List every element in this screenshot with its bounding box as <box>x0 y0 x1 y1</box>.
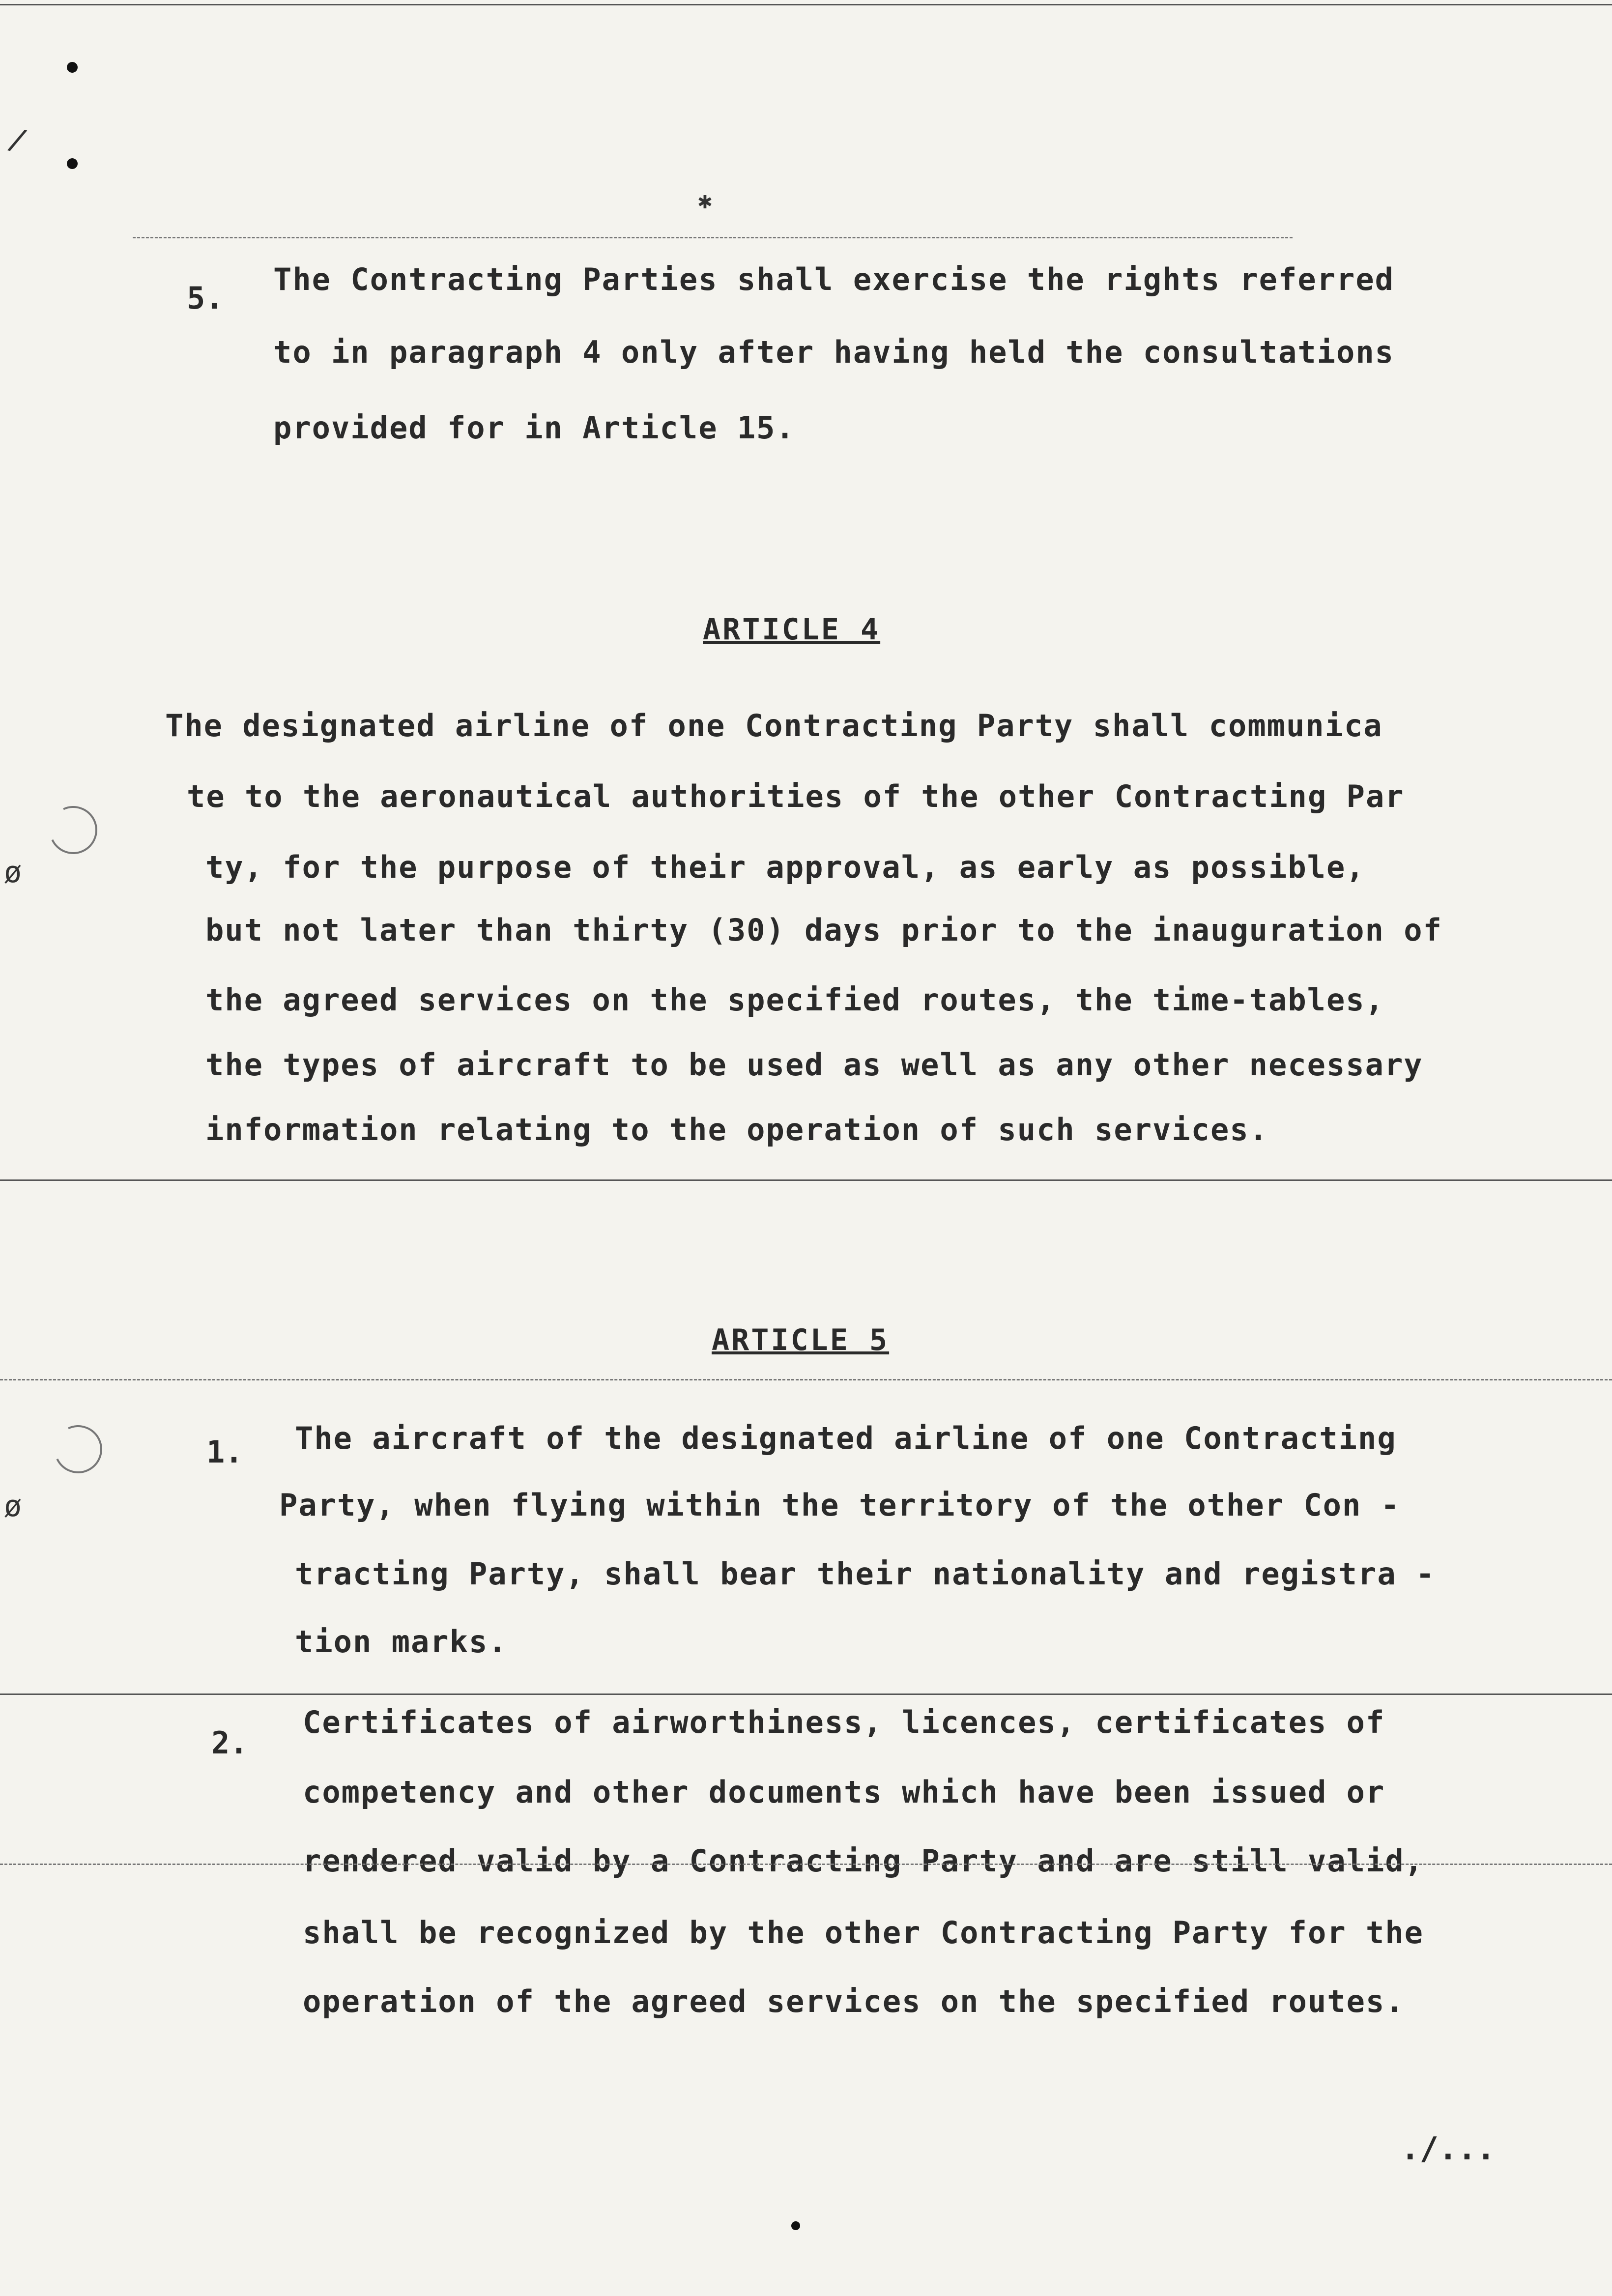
margin-pen-stroke: / <box>4 121 31 159</box>
page-continuation: ./... <box>1401 2131 1496 2167</box>
article-5-para-2-line: shall be recognized by the other Contracting Party for the <box>303 1915 1424 1951</box>
header-rule <box>133 237 1293 238</box>
article-5-para-2-line: operation of the agreed services on the specified routes. <box>303 1983 1405 2019</box>
article-5-para-2-line: rendered valid by a Contracting Party and are still valid, <box>303 1843 1424 1879</box>
article-5-para-1-line: tion marks. <box>295 1624 508 1660</box>
article-4-line: the types of aircraft to be used as well as any other necessary <box>205 1047 1423 1083</box>
article-5-para-2-line: competency and other documents which have been issued or <box>303 1774 1385 1810</box>
margin-dot <box>67 158 78 169</box>
margin-symbol: ø <box>4 855 22 890</box>
article-5-para-1-line: Party, when flying within the territory of the other Con - <box>279 1487 1400 1523</box>
paragraph-5-line: to in paragraph 4 only after having held the consultations <box>273 334 1394 370</box>
article-4-line: ty, for the purpose of their approval, as early as possible, <box>205 849 1365 885</box>
article-5-para-1-line: The aircraft of the designated airline of one Contracting <box>295 1420 1397 1456</box>
article-4-line: The designated airline of one Contracting Party shall communica <box>165 708 1383 744</box>
stray-mark: ✱ <box>698 187 712 214</box>
paragraph-5-line: provided for in Article 15. <box>273 410 795 446</box>
paragraph-5-number: 5. <box>187 280 224 316</box>
article-4-line: the agreed services on the specified routes, the time-tables, <box>205 982 1384 1018</box>
section-rule <box>0 1179 1612 1181</box>
article-4-heading: ARTICLE 4 <box>703 612 881 647</box>
bottom-dot <box>791 2221 800 2230</box>
article-4-line: but not later than thirty (30) days prior to the inauguration of <box>205 912 1442 948</box>
article-5-para-2-line: Certificates of airworthiness, licences, certificates of <box>303 1704 1385 1740</box>
article-4-line: information relating to the operation of such services. <box>205 1112 1268 1148</box>
punch-hole <box>42 799 104 861</box>
punch-hole <box>47 1418 109 1480</box>
paragraph-5-line: The Contracting Parties shall exercise the rights referred <box>273 261 1394 297</box>
article-4-line: te to the aeronautical authorities of the other Contracting Par <box>187 778 1405 814</box>
margin-dot <box>67 62 78 73</box>
article-5-para-2-number: 2. <box>211 1725 248 1761</box>
margin-symbol: ø <box>4 1489 22 1523</box>
section-rule <box>0 1693 1612 1695</box>
article-5-para-1-line: tracting Party, shall bear their nationality and registra - <box>295 1556 1436 1592</box>
strike-rule <box>0 1864 1612 1865</box>
article-5-para-1-number: 1. <box>206 1434 243 1470</box>
article-5-heading: ARTICLE 5 <box>712 1323 890 1357</box>
article-5-rule <box>0 1379 1612 1380</box>
top-border-line <box>0 4 1612 5</box>
